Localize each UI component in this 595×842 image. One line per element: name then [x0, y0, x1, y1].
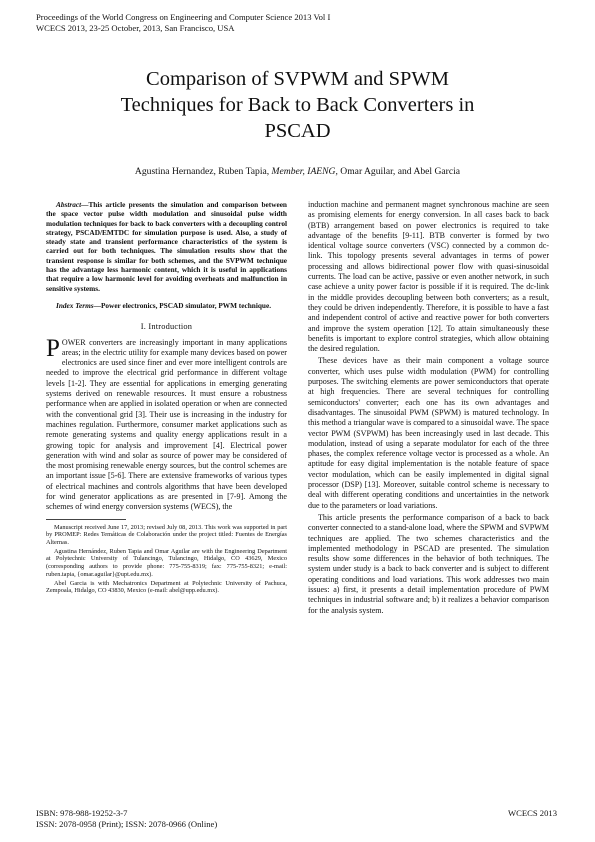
index-terms-label: Index Terms [56, 300, 94, 310]
title-line-1: Comparison of SVPWM and SPWM [146, 68, 449, 90]
footnotes [46, 524, 287, 595]
abstract-text: —This article presents the simulation and comparison between the space vector pulse width modulation and sinusoidal pulse width modulation techniques for back to back converters with a decoupling control strategy, PSCAD/EMTDC for simulation purpose is used. Also, a study of steady state and transient performance characteristics of the system is carried out for both techniques. The simulation results show that the transient response is similar for both schemes, and the SVPWM technique has the advantage less harmonic content, which it is useful in applications that require a low harmonic level for avoiding overheats and malfunction in sensitive systems. [46, 200, 287, 293]
author-names-2: Omar Aguilar, and Abel Garcia [337, 166, 461, 177]
header-line-2: WCECS 2013, 23-25 October, 2013, San Francisco, USA [36, 23, 235, 33]
abstract [46, 200, 287, 293]
footer-issn: ISSN: 2078-0958 (Print); ISSN: 2078-0966 (Online) [36, 819, 218, 829]
header-line-1: Proceedings of the World Congress on Engineering and Computer Science 2013 Vol I [36, 12, 331, 22]
footer-venue: WCECS 2013 [508, 808, 557, 818]
paper-title [40, 66, 555, 144]
intro-paragraph-1 [46, 334, 287, 513]
right-column [308, 200, 549, 618]
title-line-3: PSCAD [264, 120, 331, 142]
author-list [40, 166, 555, 177]
footer-identifiers [36, 808, 217, 830]
intro-paragraph-1-text: OWER converters are increasingly important in many applications areas; in the electric utility for example many devices based on power electronics are used since finer and ever more intelligent controls are needed to improve the electrical grid performance in different voltage levels [1-2]. They are essential for applications in emerging generating systems derived on renewable resources. It must ensure a robustness performance when are applied in isolated operation or when are connected with the conventional grid [3]. Their use is increasing in the industry for machines regulation. Furthermore, consumer market applications such as remote generating systems and quality energy applications result in a growing topic for analysis and improvement [4]. Electrical power generation with wind and solar as source of power may be considered of the most promising renewable energy sources, but the control schemes are an important issue [5-6]. There are extensive frameworks of various types of electrical machines and controls algorithms that have been developed for wind generator applications as are presented in [7-9]. Among the schemes of wind energy conversion systems (WECS), the [46, 337, 287, 512]
author-membership: Member, IAENG, [271, 166, 338, 177]
footnote-manuscript: Manuscript received June 17, 2013; revised July 08, 2013. This work was supported in part by PROMEP: Redes Temáticas de Colaboración under the project titled: Fuentes de Energías Alternas. [46, 523, 287, 547]
intro-paragraph-3: This article presents the performance comparison of a back to back converter connected to a stand-alone load, where the SPWM and SVPWM techniques are applied. The two schemes characteristics and the implemented methodology in PSCAD are presented. The simulation results show some differences in the behavior of both techniques. The system under study is a back to back converter and is subject to different operating conditions and load variations. This work addresses two main issues: a) first, it presents a detail implementation procedure of PWM techniques in industrial software and; b) it realizes a behavior comparison for the analysis system. [308, 512, 549, 615]
drop-cap: P [46, 334, 60, 362]
index-terms [46, 301, 287, 310]
footnote-separator [46, 519, 126, 520]
footnote-affiliation-2: Abel Garcia is with Mechatronics Department at Polytechnic University of Pachuca, Zempoala, Hidalgo, CO 43830, Mexico (e-mail: abel@upp.edu.mx). [46, 579, 287, 595]
intro-paragraph-1-continued: induction machine and permanent magnet synchronous machine are seen as promising elements for energy conversion. In all cases back to back (BTB) arrangement based on power electronics is required to take advantage of the benefits [9-11]. BTB converter is formed by two identical voltage source converters (VSC) connected by a common dc-link. This topology presents several advantages in terms of power processing and allows bidirectional power flow with quasi-sinusoidal currents. The load can be active, passive or even another network, in such case achieve a unity power factor is possible if it is required. The dc-link in the middle provides decoupling between both converters; as a result, they could be driven independently. Therefore, it is possible to have a fast and independent control of active and reactive power for both converters and improve the system operation [12]. To attain simultaneously these benefits is important to explore control strategies, which allow obtaining the desired regulation. [308, 200, 549, 354]
section-heading-introduction: I. Introduction [140, 322, 193, 332]
footer-isbn: ISBN: 978-988-19252-3-7 [36, 808, 128, 818]
running-header [36, 12, 330, 34]
intro-paragraph-2: These devices have as their main component a voltage source converter, which uses pulse width modulation (PWM) for controlling purposes. The switching elements are power semiconductors that operate at high frequencies. There are several techniques for controlling semiconductors' converter; each one has its own advantages and disadvantages. The sinusoidal PWM (SPWM) is matured technology. In this method a triangular wave is compared to a sinusoidal wave. The space vector PWM (SVPWM) has been increasingly used in last decade. This modulation, instead of using a separate modulator for each of the three phases, the complex reference voltage vector is processed as a whole. An aptitude for easy digital implementation is the notable feature of space vector modulation, which can be easily implemented in digital signal processor (DSP) [13]. Moreover, suitable control scheme is necessary to deal with different operating conditions and uncertainties in the network due to the parameters or load variations. [308, 356, 549, 510]
author-names-1: Agustina Hernandez, Ruben Tapia, [134, 166, 272, 177]
abstract-label: Abstract [56, 200, 82, 209]
index-terms-text: —Power electronics, PSCAD simulator, PWM technique. [93, 300, 272, 310]
title-line-2: Techniques for Back to Back Converters in [120, 94, 475, 116]
left-column [46, 200, 287, 596]
footnote-affiliation-1: Agustina Hernández, Ruben Tapia and Omar Aguilar are with the Engineering Department at Polytechnic University of Tulancingo, Tulancingo, Hidalgo, CO 43629, Mexico (corresponding authors to provide phone: 775-755-8319; fax: 775-755-8321; e-mail: ruben.tapia, {omar.aguilar}@upt.edu.mx). [46, 547, 287, 578]
